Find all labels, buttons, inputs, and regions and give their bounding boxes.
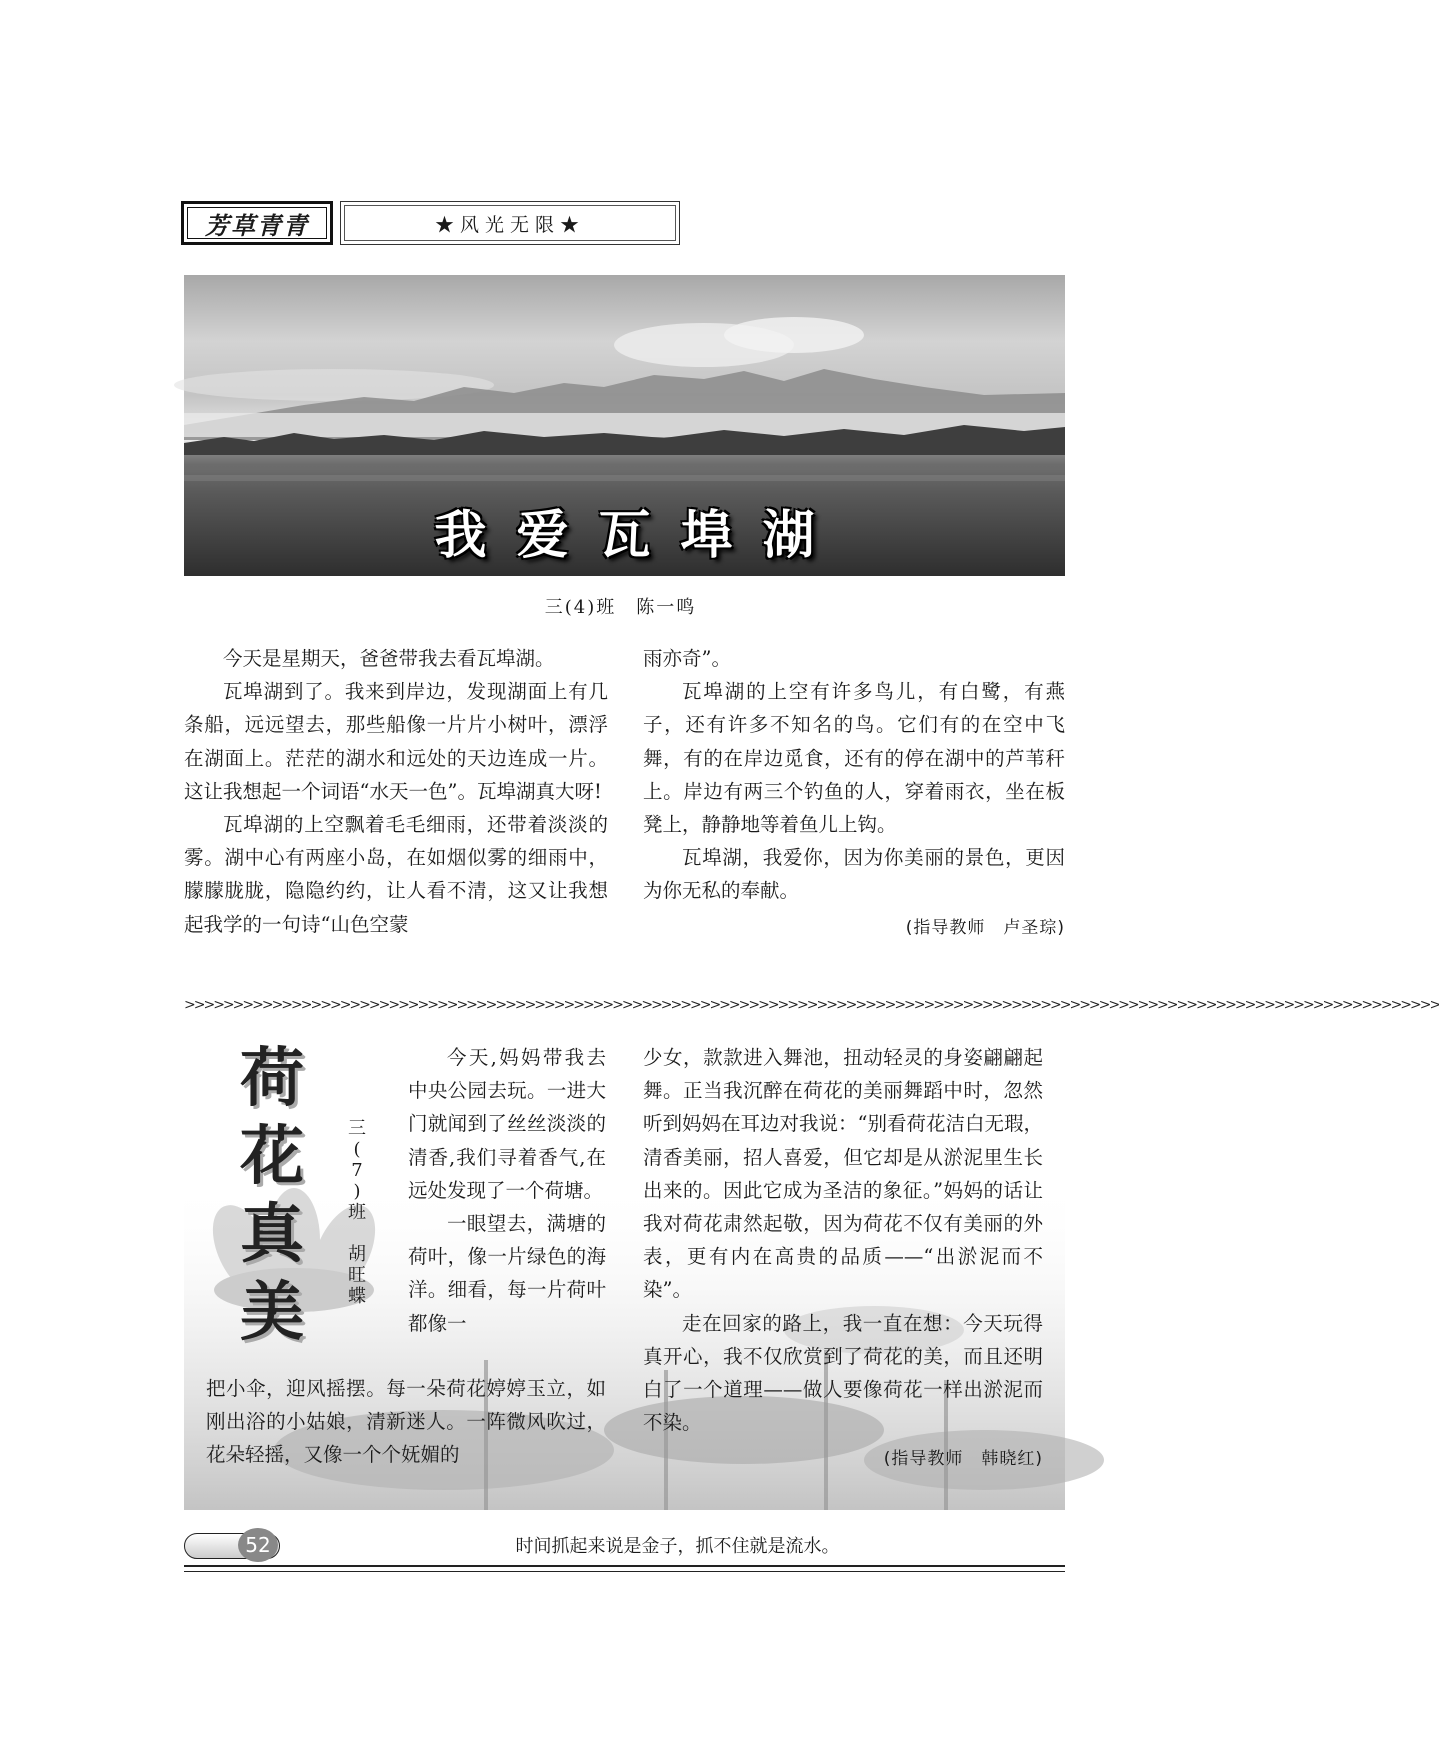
article1-column-right xyxy=(643,642,1065,945)
page-number: 52 xyxy=(238,1528,278,1562)
footer-motto: 时间抓起来说是金子，抓不住就是流水。 xyxy=(515,1536,840,1557)
section-name-box xyxy=(340,201,680,245)
footer-rule xyxy=(184,1565,1065,1567)
teacher-credit: (指导教师 卢圣琮) xyxy=(905,917,1065,938)
byline-char: 三 xyxy=(348,1118,366,1139)
paragraph-continued: 雨亦奇”。 xyxy=(643,647,731,670)
byline-char: ) xyxy=(353,1181,361,1202)
lotus-column-right xyxy=(643,1041,1043,1477)
title-char: 美 xyxy=(240,1276,304,1350)
byline-char: 旺 xyxy=(348,1265,366,1286)
title-char: 真 xyxy=(240,1198,304,1272)
section-name: ★风光无限★ xyxy=(434,213,585,236)
lotus-column-narrow xyxy=(408,1041,606,1340)
paragraph: 瓦埠湖到了。我来到岸边，发现湖面上有几条船，远远望去，那些船像一片片小树叶，漂浮在湖面上。茫茫的湖水和远处的天边连成一片。这让我想起一个词语“水天一色”。瓦埠湖真大呀! xyxy=(184,680,608,803)
byline-char: 胡 xyxy=(348,1244,366,1265)
paragraph: 今天是星期天，爸爸带我去看瓦埠湖。 xyxy=(223,647,555,670)
article1-column-left xyxy=(184,642,608,941)
paragraph: 瓦埠湖，我爱你，因为你美丽的景色，更因为你无私的奉献。 xyxy=(643,846,1065,903)
paragraph: 一眼望去，满塘的荷叶，像一片绿色的海洋。细看，每一片荷叶都像一 xyxy=(408,1212,606,1335)
paragraph: 瓦埠湖的上空飘着毛毛细雨，还带着淡淡的雾。湖中心有两座小岛，在如烟似雾的细雨中，朦朦胧胧，隐隐约约，让人看不清，这又让我想起我学的一句诗“山色空蒙 xyxy=(184,813,608,936)
byline-char xyxy=(345,1223,369,1244)
paragraph: 瓦埠湖的上空有许多鸟儿，有白鹭，有燕子，还有许多不知名的鸟。它们有的在空中飞舞，有的在岸边觅食，还有的停在湖中的芦苇秆上。岸边有两三个钓鱼的人，穿着雨衣，坐在板凳上，静静地等着鱼儿上钩。 xyxy=(643,680,1065,837)
title-char: 花 xyxy=(240,1120,304,1194)
footer-rule-thin xyxy=(184,1571,1065,1572)
paragraph: 今天,妈妈带我去中央公园去玩。一进大门就闻到了丝丝淡淡的清香,我们寻着香气,在远处发现了一个荷塘。 xyxy=(408,1046,606,1202)
byline-char: 蝶 xyxy=(348,1286,366,1307)
paragraph-continued: 把小伞，迎风摇摆。每一朵荷花婷婷玉立，如刚出浴的小姑娘，清新迷人。一阵微风吹过，花朵轻摇，又像一个个妩媚的 xyxy=(206,1377,606,1467)
byline-char: 班 xyxy=(348,1202,366,1223)
paragraph: 走在回家的路上，我一直在想：今天玩得真开心，我不仅欣赏到了荷花的美，而且还明白了一个道理——做人要像荷花一样出淤泥而不染。 xyxy=(643,1311,1043,1435)
column-name: 芳草青青 xyxy=(205,210,309,240)
lotus-article-byline xyxy=(345,1118,369,1307)
lotus-article-title xyxy=(232,1040,312,1352)
article-byline: 三(4)班 陈一鸣 xyxy=(544,597,697,618)
lotus-column-wide xyxy=(206,1372,606,1472)
lake-photo xyxy=(184,275,1065,576)
title-char: 荷 xyxy=(240,1042,304,1116)
decorative-divider: >>>>>>>>>>>>>>>>>>>>>>>>>>>>>>>>>>>>>>>>>>>>>>>>>>>>>>>>>>>>>>>>>>>>>>>>>>>>>>>>>>>>>>>>>>>>>>>>>>>>>>>>>>>>>>>>>>>>>>>>>>>>>>>>> xyxy=(184,997,1439,1013)
byline-char: 7 xyxy=(351,1160,363,1181)
article-title: 我爱瓦埠湖 xyxy=(434,505,845,566)
column-name-box xyxy=(181,201,333,245)
byline-char: ( xyxy=(353,1139,361,1160)
teacher-credit: (指导教师 韩晓红) xyxy=(883,1449,1043,1470)
paragraph-continued: 少女，款款进入舞池，扭动轻灵的身姿翩翩起舞。正当我沉醉在荷花的美丽舞蹈中时，忽然听到妈妈在耳边对我说：“别看荷花洁白无瑕，清香美丽，招人喜爱，但它却是从淤泥里生长出来的。因此它成为圣洁的象征。”妈妈的话让我对荷花肃然起敬，因为荷花不仅有美丽的外表，更有内在高贵的品质——“出淤泥而不染”。 xyxy=(643,1046,1043,1302)
